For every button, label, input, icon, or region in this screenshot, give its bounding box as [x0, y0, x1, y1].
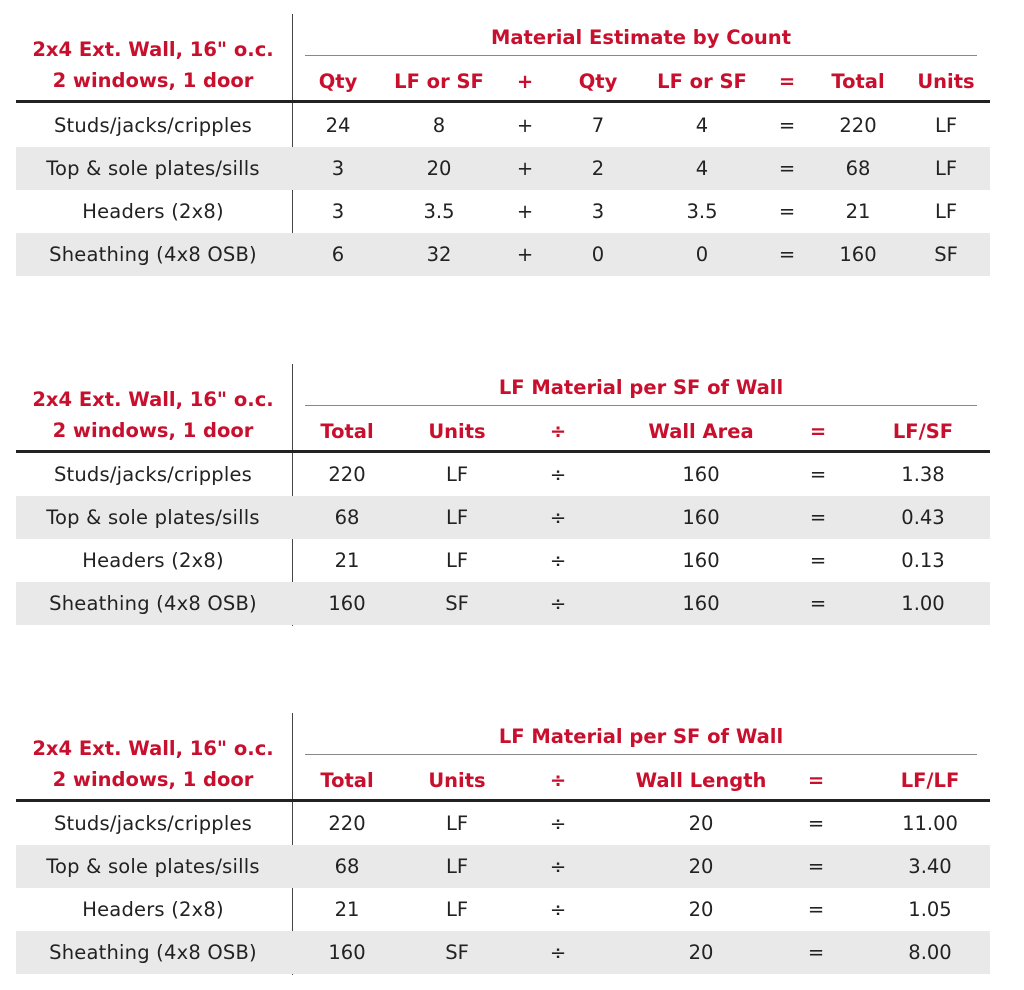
table-cell: 11.00	[902, 812, 958, 835]
row-label: Top & sole plates/sills	[46, 855, 260, 878]
table-cell: LF	[934, 157, 958, 180]
table-cell: 3.40	[908, 855, 952, 878]
table-cell: LF	[445, 855, 469, 878]
table-cell: 160	[682, 463, 720, 486]
row-header-line2: 2 windows, 1 door	[52, 419, 254, 442]
table-cell: =	[809, 592, 827, 615]
table-cell: =	[778, 157, 796, 180]
table-title: LF Material per SF of Wall	[498, 376, 784, 399]
column-header: =	[807, 769, 825, 792]
column-header: =	[809, 420, 827, 443]
table-cell: LF	[934, 200, 958, 223]
row-header	[16, 384, 290, 446]
table-row	[16, 931, 990, 974]
table-cell: +	[516, 243, 534, 266]
table-row	[16, 104, 990, 147]
row-label: Top & sole plates/sills	[46, 506, 260, 529]
row-header-line1: 2x4 Ext. Wall, 16" o.c.	[32, 388, 274, 411]
table-row	[16, 496, 990, 539]
table-cell: ÷	[549, 812, 567, 835]
table-cell: =	[778, 200, 796, 223]
row-header-line1: 2x4 Ext. Wall, 16" o.c.	[32, 737, 274, 760]
table-cell: =	[778, 243, 796, 266]
row-label: Headers (2x8)	[82, 200, 224, 223]
table-cell: SF	[445, 592, 469, 615]
table-cell: =	[807, 941, 825, 964]
table-cell: 0.13	[901, 549, 945, 572]
table-material-estimate	[0, 14, 1024, 279]
table-row	[16, 845, 990, 888]
table-cell: =	[809, 463, 827, 486]
table-cell: 21	[334, 549, 360, 572]
table-cell: 7	[591, 114, 605, 137]
table-cell: 3.5	[423, 200, 455, 223]
column-header: Wall Length	[635, 769, 767, 792]
table-cell: ÷	[549, 941, 567, 964]
table-cell: LF	[445, 506, 469, 529]
column-header: Total	[831, 70, 885, 93]
table-cell: 20	[426, 157, 452, 180]
table-cell: LF	[445, 463, 469, 486]
table-cell: 220	[839, 114, 877, 137]
column-header: LF or SF	[657, 70, 747, 93]
table-cell: =	[809, 506, 827, 529]
table-cell: =	[809, 549, 827, 572]
table-cell: ÷	[549, 898, 567, 921]
row-header-line2: 2 windows, 1 door	[52, 69, 254, 92]
table-cell: 0.43	[901, 506, 945, 529]
column-header: LF or SF	[394, 70, 484, 93]
row-header	[16, 733, 290, 795]
table-cell: 20	[688, 855, 714, 878]
table-cell: SF	[445, 941, 469, 964]
column-header: =	[778, 70, 796, 93]
table-row	[16, 147, 990, 190]
table-cell: ÷	[549, 855, 567, 878]
table-cell: 1.00	[901, 592, 945, 615]
title-underline	[305, 405, 977, 406]
table-cell: +	[516, 114, 534, 137]
table-row	[16, 233, 990, 276]
table-row	[16, 582, 990, 625]
column-header: Wall Area	[648, 420, 754, 443]
table-cell: 160	[328, 592, 366, 615]
column-header: Qty	[318, 70, 358, 93]
table-cell: 220	[328, 463, 366, 486]
row-label: Sheathing (4x8 OSB)	[49, 243, 257, 266]
column-header: Units	[428, 769, 486, 792]
table-lf-per-lf	[0, 713, 1024, 978]
column-header: Qty	[578, 70, 618, 93]
header-rule	[16, 100, 990, 103]
table-cell: =	[807, 855, 825, 878]
table-cell: 21	[845, 200, 871, 223]
column-header: Total	[320, 769, 374, 792]
column-header: LF/SF	[892, 420, 954, 443]
table-cell: 21	[334, 898, 360, 921]
table-cell: 160	[682, 506, 720, 529]
table-cell: 68	[334, 855, 360, 878]
row-label: Headers (2x8)	[82, 898, 224, 921]
column-header: +	[516, 70, 534, 93]
table-cell: =	[778, 114, 796, 137]
table-cell: LF	[445, 812, 469, 835]
column-header: Units	[917, 70, 975, 93]
table-cell: 160	[682, 549, 720, 572]
table-cell: 160	[839, 243, 877, 266]
column-header: Units	[428, 420, 486, 443]
table-cell: 2	[591, 157, 605, 180]
table-cell: 20	[688, 812, 714, 835]
title-underline	[305, 754, 977, 755]
table-title: Material Estimate by Count	[490, 26, 792, 49]
table-cell: 8	[432, 114, 446, 137]
table-cell: 0	[695, 243, 709, 266]
table-cell: 160	[328, 941, 366, 964]
row-label: Sheathing (4x8 OSB)	[49, 592, 257, 615]
table-cell: +	[516, 157, 534, 180]
title-underline	[305, 55, 977, 56]
table-cell: ÷	[549, 592, 567, 615]
row-label: Studs/jacks/cripples	[53, 114, 253, 137]
table-cell: 8.00	[908, 941, 952, 964]
row-label: Top & sole plates/sills	[46, 157, 260, 180]
table-title: LF Material per SF of Wall	[498, 725, 784, 748]
table-cell: 68	[845, 157, 871, 180]
table-cell: LF	[445, 898, 469, 921]
table-cell: 20	[688, 941, 714, 964]
table-cell: 32	[426, 243, 452, 266]
table-row	[16, 802, 990, 845]
table-cell: SF	[934, 243, 958, 266]
table-cell: 160	[682, 592, 720, 615]
column-header: ÷	[549, 420, 567, 443]
table-cell: 1.05	[908, 898, 952, 921]
table-cell: LF	[934, 114, 958, 137]
table-cell: 3	[331, 200, 345, 223]
table-cell: 1.38	[901, 463, 945, 486]
table-cell: 0	[591, 243, 605, 266]
row-header	[16, 34, 290, 96]
row-label: Studs/jacks/cripples	[53, 463, 253, 486]
table-cell: 20	[688, 898, 714, 921]
table-row	[16, 539, 990, 582]
table-cell: 68	[334, 506, 360, 529]
table-row	[16, 453, 990, 496]
table-cell: =	[807, 898, 825, 921]
table-cell: 6	[331, 243, 345, 266]
row-label: Headers (2x8)	[82, 549, 224, 572]
table-cell: 3	[591, 200, 605, 223]
table-cell: +	[516, 200, 534, 223]
column-header: LF/LF	[900, 769, 960, 792]
table-cell: ÷	[549, 506, 567, 529]
column-header: Total	[320, 420, 374, 443]
row-header-line2: 2 windows, 1 door	[52, 768, 254, 791]
table-cell: ÷	[549, 463, 567, 486]
table-cell: ÷	[549, 549, 567, 572]
table-lf-per-sf	[0, 364, 1024, 629]
table-cell: 3	[331, 157, 345, 180]
table-cell: 3.5	[686, 200, 718, 223]
row-label: Sheathing (4x8 OSB)	[49, 941, 257, 964]
table-cell: 220	[328, 812, 366, 835]
row-label: Studs/jacks/cripples	[53, 812, 253, 835]
table-cell: =	[807, 812, 825, 835]
table-cell: 4	[695, 114, 709, 137]
table-cell: LF	[445, 549, 469, 572]
row-header-line1: 2x4 Ext. Wall, 16" o.c.	[32, 38, 274, 61]
table-cell: 4	[695, 157, 709, 180]
column-header: ÷	[549, 769, 567, 792]
table-cell: 24	[325, 114, 351, 137]
table-row	[16, 190, 990, 233]
table-row	[16, 888, 990, 931]
